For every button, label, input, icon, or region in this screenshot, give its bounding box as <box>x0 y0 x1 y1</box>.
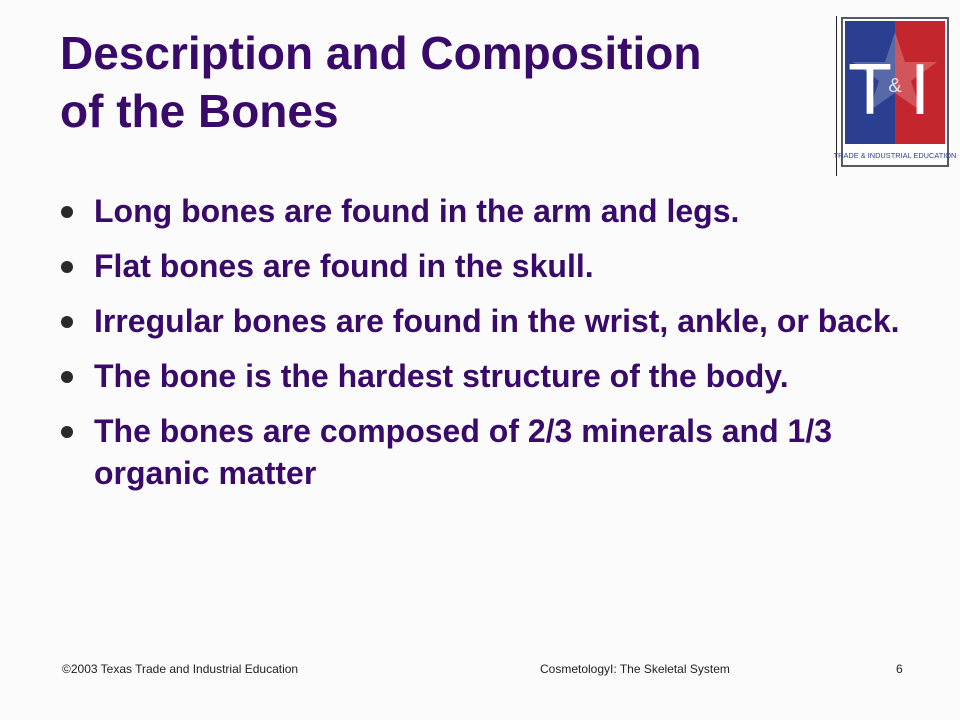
logo-letter-t: T <box>848 50 892 130</box>
footer-course-title: CosmetologyI: The Skeletal System <box>540 662 730 676</box>
ti-logo <box>833 18 957 166</box>
bullet-text: Long bones are found in the arm and legs. <box>94 193 740 229</box>
bullet-dot-icon <box>61 261 73 273</box>
title-line-1: Description and Composition <box>60 27 702 79</box>
bullet-text: The bones are composed of 2/3 minerals and 1/3 organic matter <box>94 413 833 491</box>
title-line-2: of the Bones <box>60 85 339 137</box>
bullet-text: Irregular bones are found in the wrist, ankle, or back. <box>94 303 900 339</box>
slide-title <box>60 24 820 140</box>
logo-letter-i: I <box>909 50 931 130</box>
bullet-item <box>60 410 920 494</box>
bullet-text: The bone is the hardest structure of the body. <box>94 358 789 394</box>
bullet-dot-icon <box>61 316 73 328</box>
footer-page-number: 6 <box>896 662 903 676</box>
footer-copyright: ©2003 Texas Trade and Industrial Education <box>62 662 299 676</box>
bullet-list <box>60 190 920 507</box>
bullet-item <box>60 300 920 342</box>
bullet-dot-icon <box>61 426 73 438</box>
logo-ampersand: & <box>888 75 902 97</box>
bullet-item <box>60 190 920 232</box>
bullet-dot-icon <box>61 206 73 218</box>
bullet-item <box>60 355 920 397</box>
bullet-text: Flat bones are found in the skull. <box>94 248 594 284</box>
logo-caption: TRADE & INDUSTRIAL EDUCATION <box>833 151 957 160</box>
bullet-dot-icon <box>61 371 73 383</box>
bullet-item <box>60 245 920 287</box>
